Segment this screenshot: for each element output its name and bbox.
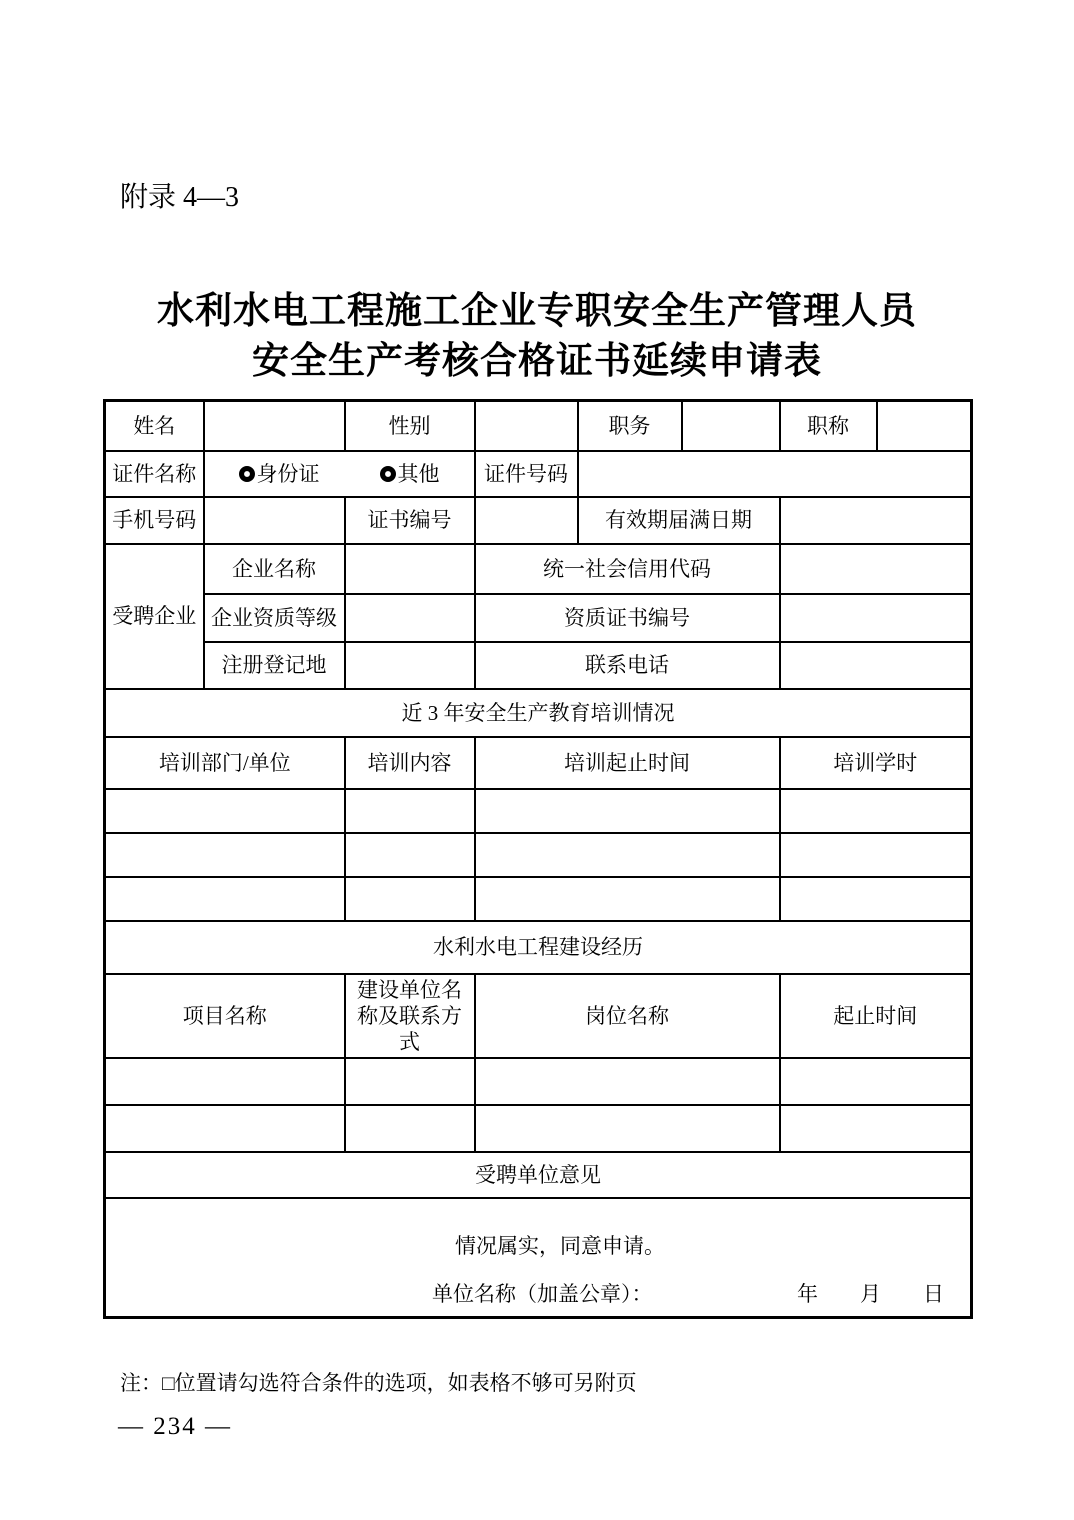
experience-period-cell [780, 1105, 972, 1152]
mobile-label: 手机号码 [105, 497, 204, 544]
training-dept-cell [105, 789, 345, 833]
employer-group-label: 受聘企业 [105, 544, 204, 689]
experience-header-period: 起止时间 [780, 974, 972, 1058]
experience-project-cell [105, 1058, 345, 1105]
social-credit-code-value-cell [780, 544, 972, 594]
training-header-period: 培训起止时间 [475, 737, 780, 789]
qualification-cert-no-value-cell [780, 594, 972, 642]
training-period-cell [475, 877, 780, 921]
row-employer-2 [105, 594, 972, 642]
title-value-cell [877, 401, 972, 451]
experience-header-post: 岗位名称 [475, 974, 780, 1058]
registered-location-label: 注册登记地 [204, 642, 345, 689]
training-hours-cell [780, 833, 972, 877]
training-header-hours: 培训学时 [780, 737, 972, 789]
date-day-label: 日 [923, 1282, 944, 1307]
training-header-dept: 培训部门/单位 [105, 737, 345, 789]
training-period-cell [475, 833, 780, 877]
training-header-content: 培训内容 [345, 737, 475, 789]
footnote: 注：□位置请勾选符合条件的选项，如表格不够可另附页 [120, 1371, 637, 1395]
title-label: 职称 [780, 401, 877, 451]
expiry-label: 有效期届满日期 [578, 497, 780, 544]
date-year-label: 年 [797, 1282, 818, 1307]
training-content-cell [345, 833, 475, 877]
position-label: 职务 [578, 401, 682, 451]
date-month-label: 月 [860, 1282, 881, 1307]
gender-label: 性别 [345, 401, 475, 451]
seal-row [110, 1281, 966, 1307]
row-experience-section [105, 921, 972, 974]
company-name-value-cell [345, 544, 475, 594]
qualification-grade-value-cell [345, 594, 475, 642]
cert-no-label: 证书编号 [345, 497, 475, 544]
training-content-cell [345, 877, 475, 921]
qualification-cert-no-label: 资质证书编号 [475, 594, 780, 642]
option-other-label: 其他 [397, 461, 440, 486]
training-dept-cell [105, 877, 345, 921]
appendix-label: 附录 4—3 [120, 182, 240, 213]
experience-row-2 [105, 1105, 972, 1152]
training-period-cell [475, 789, 780, 833]
row-employer-1 [105, 544, 972, 594]
radio-selected-icon [239, 466, 255, 482]
option-other [380, 461, 440, 487]
contact-phone-label: 联系电话 [475, 642, 780, 689]
training-hours-cell [780, 789, 972, 833]
gender-value-cell [475, 401, 578, 451]
option-id-card [239, 461, 320, 487]
page-number: — 234 — [118, 1413, 232, 1440]
row-opinion-body [105, 1198, 972, 1318]
option-id-card-label: 身份证 [256, 461, 320, 486]
contact-phone-value-cell [780, 642, 972, 689]
row-training-section [105, 689, 972, 737]
row-opinion-section [105, 1152, 972, 1198]
training-row-2 [105, 833, 972, 877]
experience-section-title: 水利水电工程建设经历 [105, 921, 972, 974]
experience-owner-cell [345, 1105, 475, 1152]
training-hours-cell [780, 877, 972, 921]
cert-type-options [209, 461, 470, 487]
experience-header-project: 项目名称 [105, 974, 345, 1058]
title-line-1: 水利水电工程施工企业专职安全生产管理人员 [157, 290, 917, 331]
mobile-value-cell [204, 497, 345, 544]
experience-project-cell [105, 1105, 345, 1152]
date-group [797, 1281, 944, 1307]
opinion-body-cell [105, 1198, 972, 1318]
title-line-2: 安全生产考核合格证书延续申请表 [252, 340, 822, 381]
expiry-value-cell [780, 497, 972, 544]
opinion-section-title: 受聘单位意见 [105, 1152, 972, 1198]
row-employer-3 [105, 642, 972, 689]
cert-number-value-cell [578, 451, 972, 497]
cert-no-value-cell [475, 497, 578, 544]
social-credit-code-label: 统一社会信用代码 [475, 544, 780, 594]
opinion-statement: 情况属实，同意申请。 [455, 1234, 665, 1259]
cert-name-label: 证件名称 [105, 451, 204, 497]
experience-post-cell [475, 1105, 780, 1152]
name-value-cell [204, 401, 345, 451]
experience-row-1 [105, 1058, 972, 1105]
row-personal [105, 401, 972, 451]
name-label: 姓名 [105, 401, 204, 451]
experience-owner-cell [345, 1058, 475, 1105]
row-contact [105, 497, 972, 544]
qualification-grade-label: 企业资质等级 [204, 594, 345, 642]
row-certificate [105, 451, 972, 497]
experience-period-cell [780, 1058, 972, 1105]
cert-number-label: 证件号码 [475, 451, 578, 497]
row-training-headers [105, 737, 972, 789]
page-title [0, 286, 1074, 386]
radio-selected-icon [380, 466, 396, 482]
experience-header-owner: 建设单位名称及联系方式 [345, 974, 475, 1058]
seal-label: 单位名称（加盖公章）： [432, 1282, 653, 1307]
training-row-3 [105, 877, 972, 921]
training-dept-cell [105, 833, 345, 877]
training-content-cell [345, 789, 475, 833]
training-section-title: 近 3 年安全生产教育培训情况 [105, 689, 972, 737]
company-name-label: 企业名称 [204, 544, 345, 594]
position-value-cell [682, 401, 780, 451]
training-row-1 [105, 789, 972, 833]
cert-type-options-cell [204, 451, 475, 497]
row-experience-headers [105, 974, 972, 1058]
experience-post-cell [475, 1058, 780, 1105]
application-form-table [103, 399, 973, 1319]
registered-location-value-cell [345, 642, 475, 689]
